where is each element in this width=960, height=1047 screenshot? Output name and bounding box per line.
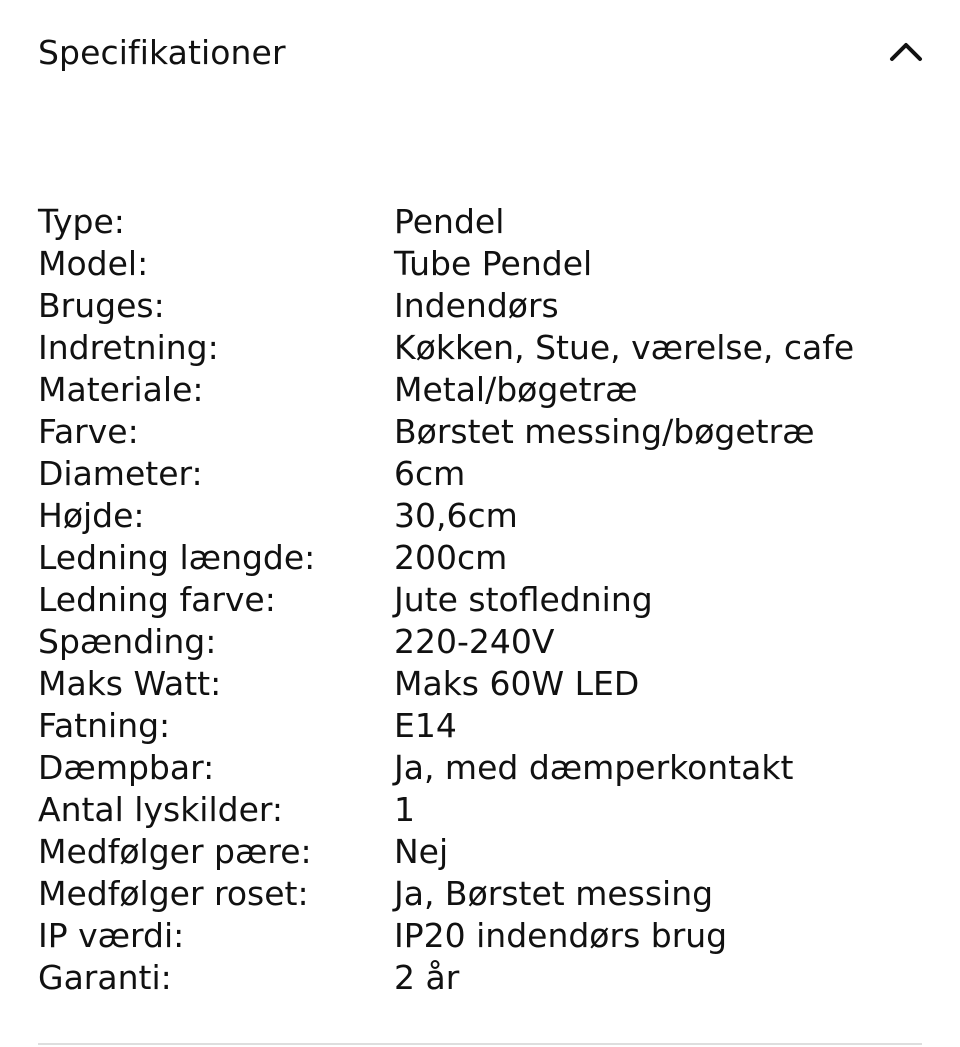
spec-label: Ledning farve:: [38, 579, 276, 619]
spec-label: Indretning:: [38, 327, 219, 367]
spec-value: Pendel: [394, 201, 505, 241]
spec-label: Højde:: [38, 495, 145, 535]
chevron-up-icon[interactable]: [888, 34, 924, 70]
spec-row: [38, 452, 918, 494]
spec-value: Nej: [394, 831, 449, 871]
spec-list: [38, 200, 918, 998]
spec-label: Medfølger roset:: [38, 873, 309, 913]
spec-value: Ja, Børstet messing: [394, 873, 714, 913]
spec-label: Type:: [38, 201, 125, 241]
spec-value: E14: [394, 705, 457, 745]
spec-row: [38, 830, 918, 872]
spec-value: Maks 60W LED: [394, 663, 640, 703]
accordion-header[interactable]: [38, 24, 924, 80]
spec-row: [38, 368, 918, 410]
spec-label: Spænding:: [38, 621, 217, 661]
spec-label: Fatning:: [38, 705, 171, 745]
spec-value: 220-240V: [394, 621, 555, 661]
spec-value: 1: [394, 789, 415, 829]
spec-value: 30,6cm: [394, 495, 518, 535]
spec-row: [38, 704, 918, 746]
spec-value: 200cm: [394, 537, 508, 577]
spec-row: [38, 326, 918, 368]
divider: [38, 1043, 922, 1045]
spec-value: Køkken, Stue, værelse, cafe: [394, 327, 855, 367]
spec-row: [38, 620, 918, 662]
spec-label: Diameter:: [38, 453, 203, 493]
spec-label: Materiale:: [38, 369, 204, 409]
spec-value: Indendørs: [394, 285, 559, 325]
spec-row: [38, 914, 918, 956]
spec-label: Dæmpbar:: [38, 747, 215, 787]
spec-value: Børstet messing/bøgetræ: [394, 411, 815, 451]
spec-row: [38, 536, 918, 578]
spec-label: Maks Watt:: [38, 663, 222, 703]
spec-label: Antal lyskilder:: [38, 789, 284, 829]
spec-row: [38, 788, 918, 830]
spec-row: [38, 242, 918, 284]
spec-label: Medfølger pære:: [38, 831, 312, 871]
spec-label: Bruges:: [38, 285, 165, 325]
spec-label: Ledning længde:: [38, 537, 316, 577]
spec-value: Jute stofledning: [394, 579, 653, 619]
spec-label: IP værdi:: [38, 915, 185, 955]
spec-row: [38, 662, 918, 704]
spec-label: Farve:: [38, 411, 139, 451]
spec-value: Ja, med dæmperkontakt: [394, 747, 794, 787]
spec-row: [38, 578, 918, 620]
spec-value: Tube Pendel: [394, 243, 593, 283]
spec-row: [38, 284, 918, 326]
spec-value: 2 år: [394, 957, 460, 997]
spec-value: 6cm: [394, 453, 466, 493]
spec-row: [38, 494, 918, 536]
spec-row: [38, 956, 918, 998]
spec-row: [38, 410, 918, 452]
spec-value: Metal/bøgetræ: [394, 369, 638, 409]
accordion-title: Specifikationer: [38, 32, 286, 72]
spec-row: [38, 200, 918, 242]
spec-label: Model:: [38, 243, 149, 283]
spec-label: Garanti:: [38, 957, 172, 997]
spec-row: [38, 872, 918, 914]
spec-value: IP20 indendørs brug: [394, 915, 728, 955]
spec-row: [38, 746, 918, 788]
